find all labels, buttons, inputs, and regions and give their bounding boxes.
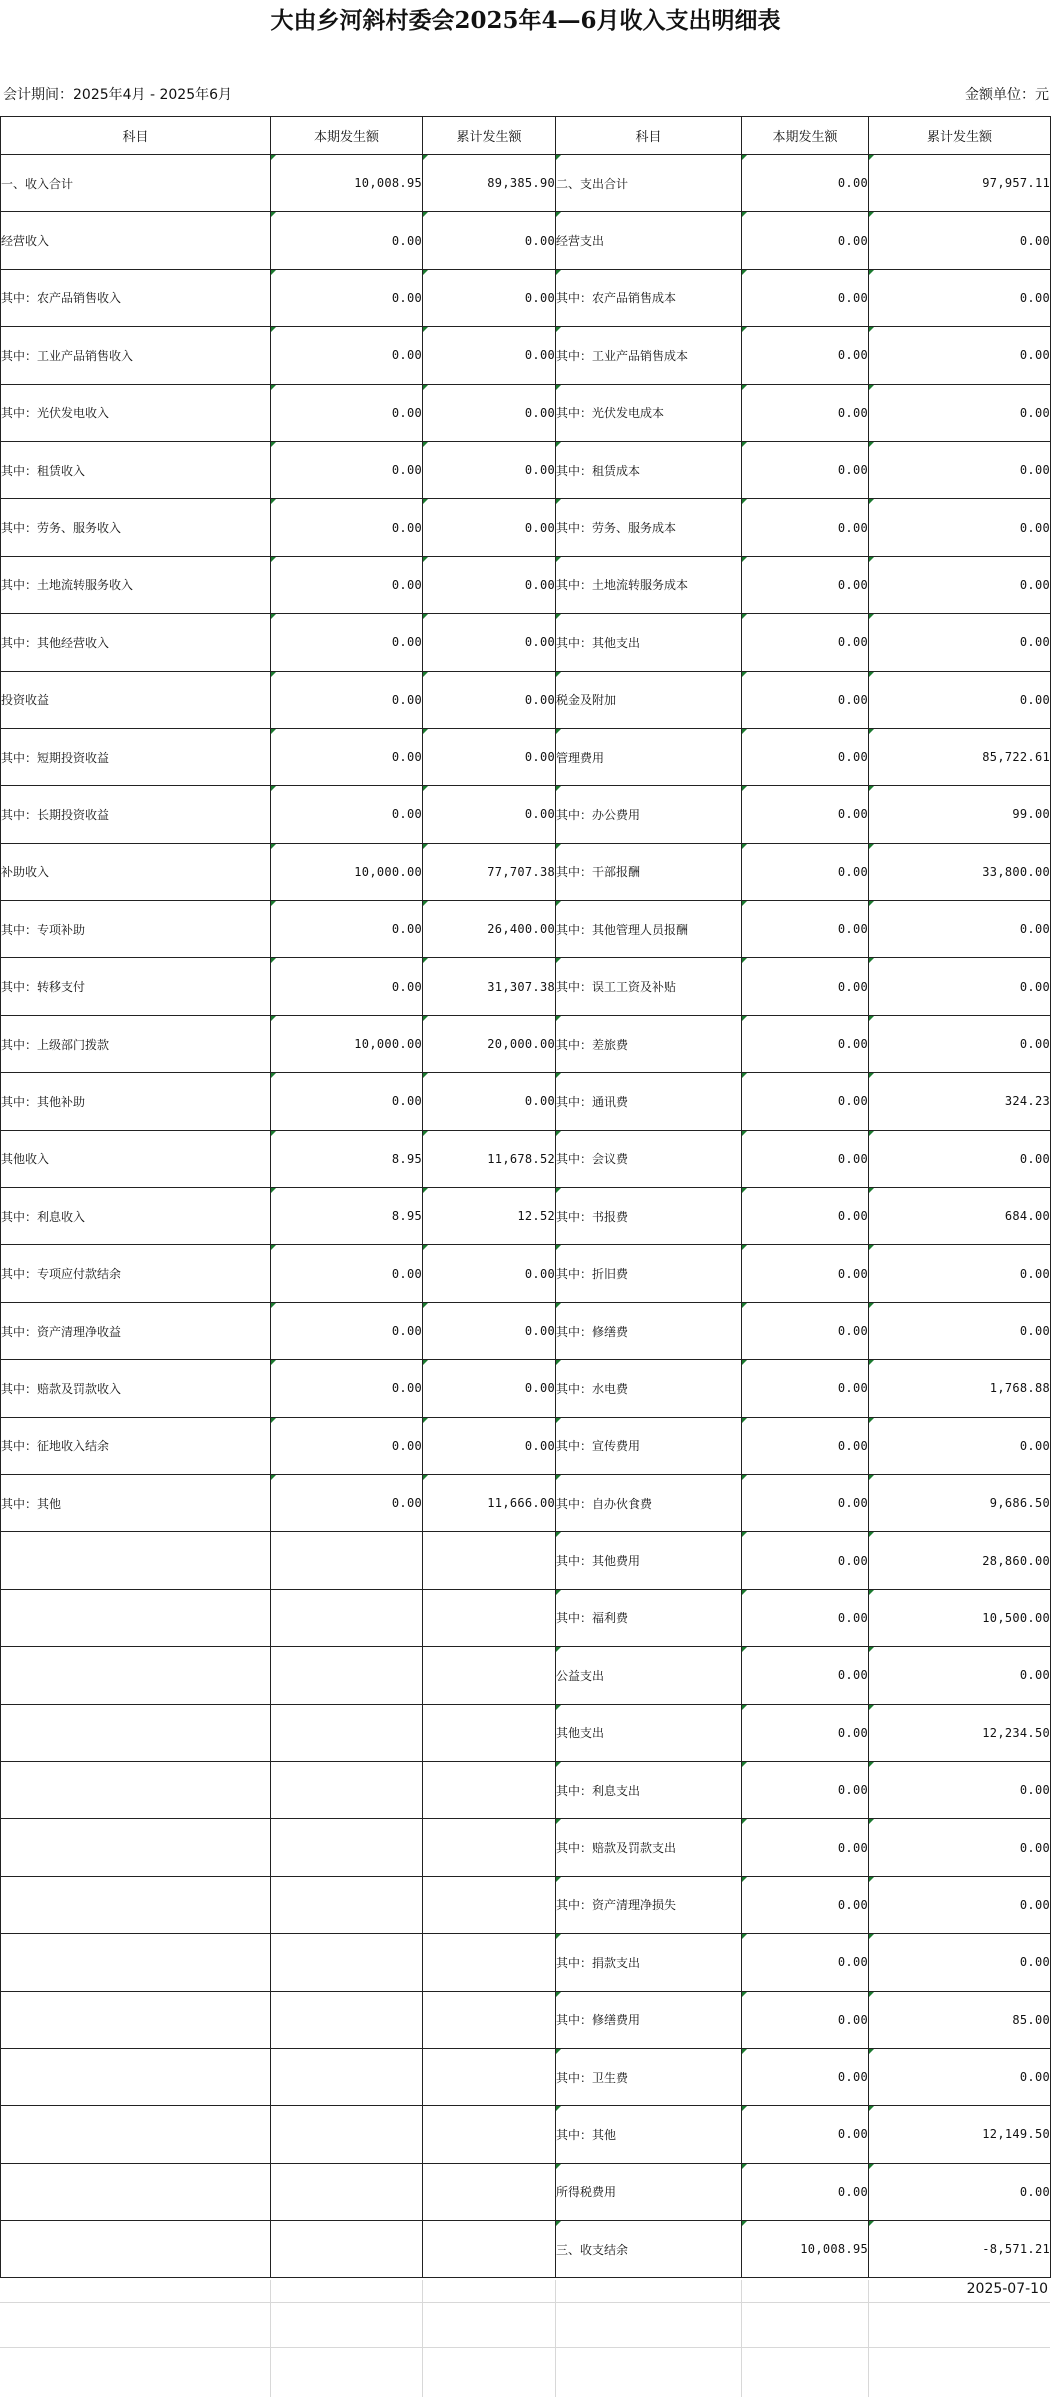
left-subject-cell [1,1934,271,1991]
left-subject-cell [1,2106,271,2163]
right-subject-cell: 其中：水电费 [556,1360,742,1417]
table-header-row [1,117,1051,155]
grid-line [741,2280,742,2397]
right-current-amount-cell: 0.00 [742,1761,869,1818]
table-row [1,2221,1051,2278]
right-subject-cell: 其中：其他管理人员报酬 [556,901,742,958]
left-cumulative-amount-cell: 0.00 [423,1073,556,1130]
left-subject-cell: 其中：其他经营收入 [1,614,271,671]
left-subject-cell [1,1819,271,1876]
right-current-amount-cell: 0.00 [742,843,869,900]
left-cumulative-amount-cell: 11,666.00 [423,1474,556,1531]
left-cumulative-amount-cell [423,2221,556,2278]
left-cumulative-amount-cell [423,2106,556,2163]
right-cumulative-amount-cell: 28,860.00 [869,1532,1051,1589]
grid-line [270,2280,271,2397]
left-subject-cell: 其中：专项补助 [1,901,271,958]
table-row [1,2106,1051,2163]
left-current-amount-cell [271,1589,423,1646]
left-cumulative-amount-cell: 20,000.00 [423,1015,556,1072]
table-row [1,1532,1051,1589]
left-cumulative-amount-cell [423,2048,556,2105]
right-current-amount-cell: 0.00 [742,1130,869,1187]
left-current-amount-cell: 0.00 [271,1302,423,1359]
left-subject-cell: 一、收入合计 [1,155,271,212]
amount-unit: 金额单位：元 [965,87,1049,103]
left-current-amount-cell: 0.00 [271,1474,423,1531]
right-subject-cell: 其中：折旧费 [556,1245,742,1302]
left-current-amount-cell [271,1532,423,1589]
table-row [1,269,1051,326]
right-cumulative-amount-cell: 0.00 [869,499,1051,556]
right-current-amount-cell: 0.00 [742,1073,869,1130]
left-current-amount-cell: 0.00 [271,901,423,958]
table-row [1,1589,1051,1646]
table-row [1,1991,1051,2048]
right-subject-cell: 其中：办公费用 [556,786,742,843]
table-row [1,1704,1051,1761]
left-current-amount-cell [271,1991,423,2048]
left-subject-cell: 其中：上级部门拨款 [1,1015,271,1072]
table-row [1,843,1051,900]
right-cumulative-amount-cell: 684.00 [869,1188,1051,1245]
left-subject-cell: 其中：赔款及罚款收入 [1,1360,271,1417]
left-current-amount-cell: 10,008.95 [271,155,423,212]
right-subject-cell: 其中：通讯费 [556,1073,742,1130]
right-current-amount-cell: 0.00 [742,1647,869,1704]
right-cumulative-amount-cell: 0.00 [869,671,1051,728]
header-left-subject: 科目 [1,117,271,155]
left-subject-cell [1,1647,271,1704]
left-current-amount-cell: 0.00 [271,441,423,498]
right-subject-cell: 其中：租赁成本 [556,441,742,498]
right-current-amount-cell: 0.00 [742,327,869,384]
right-cumulative-amount-cell: 10,500.00 [869,1589,1051,1646]
table-row [1,1015,1051,1072]
left-cumulative-amount-cell: 0.00 [423,786,556,843]
left-cumulative-amount-cell: 0.00 [423,728,556,785]
right-current-amount-cell: 0.00 [742,1474,869,1531]
left-current-amount-cell [271,1934,423,1991]
left-current-amount-cell: 0.00 [271,1073,423,1130]
left-subject-cell: 其中：工业产品销售收入 [1,327,271,384]
left-current-amount-cell [271,2048,423,2105]
left-cumulative-amount-cell: 0.00 [423,556,556,613]
right-current-amount-cell: 0.00 [742,786,869,843]
right-subject-cell: 其中：劳务、服务成本 [556,499,742,556]
header-left-current: 本期发生额 [271,117,423,155]
left-cumulative-amount-cell [423,1532,556,1589]
left-cumulative-amount-cell [423,2163,556,2220]
right-cumulative-amount-cell: 12,234.50 [869,1704,1051,1761]
right-subject-cell: 其中：书报费 [556,1188,742,1245]
left-cumulative-amount-cell: 77,707.38 [423,843,556,900]
right-cumulative-amount-cell: 85,722.61 [869,728,1051,785]
right-cumulative-amount-cell: 0.00 [869,1015,1051,1072]
right-subject-cell: 其中：其他 [556,2106,742,2163]
right-subject-cell: 其中：会议费 [556,1130,742,1187]
right-subject-cell: 其中：利息支出 [556,1761,742,1818]
right-cumulative-amount-cell: 0.00 [869,269,1051,326]
table-row [1,2048,1051,2105]
table-row [1,556,1051,613]
right-current-amount-cell: 10,008.95 [742,2221,869,2278]
table-row [1,901,1051,958]
right-subject-cell: 其中：差旅费 [556,1015,742,1072]
table-row [1,499,1051,556]
table-row [1,671,1051,728]
right-current-amount-cell: 0.00 [742,1934,869,1991]
table-row [1,384,1051,441]
right-cumulative-amount-cell: 0.00 [869,384,1051,441]
left-cumulative-amount-cell: 0.00 [423,441,556,498]
table-row [1,1876,1051,1933]
right-current-amount-cell: 0.00 [742,2106,869,2163]
table-row [1,1647,1051,1704]
left-cumulative-amount-cell: 0.00 [423,1417,556,1474]
right-cumulative-amount-cell: 33,800.00 [869,843,1051,900]
left-subject-cell: 补助收入 [1,843,271,900]
table-row [1,786,1051,843]
table-row [1,958,1051,1015]
right-subject-cell: 管理费用 [556,728,742,785]
right-cumulative-amount-cell: 9,686.50 [869,1474,1051,1531]
left-current-amount-cell: 0.00 [271,212,423,269]
table-row [1,2163,1051,2220]
left-cumulative-amount-cell: 0.00 [423,1360,556,1417]
left-current-amount-cell [271,2163,423,2220]
right-subject-cell: 税金及附加 [556,671,742,728]
right-subject-cell: 其他支出 [556,1704,742,1761]
left-cumulative-amount-cell: 0.00 [423,1245,556,1302]
right-cumulative-amount-cell: 0.00 [869,1130,1051,1187]
right-current-amount-cell: 0.00 [742,1532,869,1589]
grid-line [555,2280,556,2397]
left-cumulative-amount-cell: 31,307.38 [423,958,556,1015]
right-current-amount-cell: 0.00 [742,1417,869,1474]
right-subject-cell: 其中：干部报酬 [556,843,742,900]
left-cumulative-amount-cell: 26,400.00 [423,901,556,958]
right-current-amount-cell: 0.00 [742,901,869,958]
left-current-amount-cell: 0.00 [271,786,423,843]
left-subject-cell: 投资收益 [1,671,271,728]
right-current-amount-cell: 0.00 [742,155,869,212]
right-subject-cell: 其中：卫生费 [556,2048,742,2105]
left-cumulative-amount-cell: 0.00 [423,499,556,556]
header-right-current: 本期发生额 [742,117,869,155]
left-cumulative-amount-cell [423,1647,556,1704]
table-row [1,1302,1051,1359]
right-current-amount-cell: 0.00 [742,1704,869,1761]
left-subject-cell [1,1761,271,1818]
table-row [1,1245,1051,1302]
right-cumulative-amount-cell: 0.00 [869,1302,1051,1359]
left-cumulative-amount-cell: 89,385.90 [423,155,556,212]
right-subject-cell: 其中：工业产品销售成本 [556,327,742,384]
left-cumulative-amount-cell [423,1819,556,1876]
left-cumulative-amount-cell [423,1589,556,1646]
right-subject-cell: 所得税费用 [556,2163,742,2220]
left-current-amount-cell [271,1819,423,1876]
right-cumulative-amount-cell: 0.00 [869,327,1051,384]
table-row [1,441,1051,498]
left-subject-cell: 其中：征地收入结余 [1,1417,271,1474]
right-subject-cell: 其中：赔款及罚款支出 [556,1819,742,1876]
right-current-amount-cell: 0.00 [742,958,869,1015]
right-current-amount-cell: 0.00 [742,728,869,785]
right-subject-cell: 三、收支结余 [556,2221,742,2278]
right-subject-cell: 其中：土地流转服务成本 [556,556,742,613]
left-subject-cell [1,2048,271,2105]
right-current-amount-cell: 0.00 [742,441,869,498]
left-subject-cell: 其中：利息收入 [1,1188,271,1245]
table-row [1,1819,1051,1876]
left-current-amount-cell: 0.00 [271,614,423,671]
right-cumulative-amount-cell: 0.00 [869,1245,1051,1302]
right-cumulative-amount-cell: 0.00 [869,1819,1051,1876]
right-current-amount-cell: 0.00 [742,269,869,326]
left-subject-cell: 其中：其他 [1,1474,271,1531]
right-current-amount-cell: 0.00 [742,614,869,671]
right-current-amount-cell: 0.00 [742,671,869,728]
report-date: 2025-07-10 [966,2281,1048,2297]
right-current-amount-cell: 0.00 [742,2163,869,2220]
left-current-amount-cell: 8.95 [271,1188,423,1245]
left-subject-cell: 其中：长期投资收益 [1,786,271,843]
right-current-amount-cell: 0.00 [742,384,869,441]
left-subject-cell: 其中：短期投资收益 [1,728,271,785]
right-cumulative-amount-cell: 0.00 [869,1761,1051,1818]
table-row [1,614,1051,671]
left-subject-cell: 其他收入 [1,1130,271,1187]
left-current-amount-cell [271,1647,423,1704]
table-row [1,1188,1051,1245]
left-current-amount-cell [271,1704,423,1761]
right-cumulative-amount-cell: 0.00 [869,1876,1051,1933]
left-subject-cell [1,2163,271,2220]
right-cumulative-amount-cell: 0.00 [869,901,1051,958]
right-cumulative-amount-cell: 1,768.88 [869,1360,1051,1417]
right-cumulative-amount-cell: 0.00 [869,556,1051,613]
right-subject-cell: 经营支出 [556,212,742,269]
right-current-amount-cell: 0.00 [742,1876,869,1933]
left-cumulative-amount-cell: 0.00 [423,614,556,671]
right-current-amount-cell: 0.00 [742,1188,869,1245]
left-subject-cell: 其中：租赁收入 [1,441,271,498]
left-cumulative-amount-cell [423,1934,556,1991]
right-current-amount-cell: 0.00 [742,1991,869,2048]
left-subject-cell: 其中：其他补助 [1,1073,271,1130]
table-row [1,1474,1051,1531]
left-current-amount-cell: 0.00 [271,327,423,384]
left-subject-cell [1,1991,271,2048]
right-subject-cell: 其中：修缮费 [556,1302,742,1359]
right-current-amount-cell: 0.00 [742,1245,869,1302]
right-cumulative-amount-cell: 0.00 [869,1647,1051,1704]
left-cumulative-amount-cell [423,1876,556,1933]
right-cumulative-amount-cell: 0.00 [869,1417,1051,1474]
left-current-amount-cell: 8.95 [271,1130,423,1187]
right-current-amount-cell: 0.00 [742,1819,869,1876]
left-subject-cell: 其中：农产品销售收入 [1,269,271,326]
right-current-amount-cell: 0.00 [742,2048,869,2105]
header-left-cumulative: 累计发生额 [423,117,556,155]
right-subject-cell: 其中：其他支出 [556,614,742,671]
left-current-amount-cell [271,2221,423,2278]
right-current-amount-cell: 0.00 [742,212,869,269]
right-cumulative-amount-cell: 0.00 [869,441,1051,498]
left-cumulative-amount-cell: 0.00 [423,1302,556,1359]
right-cumulative-amount-cell: 99.00 [869,786,1051,843]
left-cumulative-amount-cell: 0.00 [423,671,556,728]
table-body [1,155,1051,2278]
right-subject-cell: 其中：资产清理净损失 [556,1876,742,1933]
left-current-amount-cell: 0.00 [271,269,423,326]
left-current-amount-cell: 10,000.00 [271,843,423,900]
right-subject-cell: 其中：农产品销售成本 [556,269,742,326]
left-subject-cell: 其中：劳务、服务收入 [1,499,271,556]
right-subject-cell: 其中：其他费用 [556,1532,742,1589]
table-row [1,728,1051,785]
left-subject-cell: 其中：土地流转服务收入 [1,556,271,613]
right-cumulative-amount-cell: 0.00 [869,614,1051,671]
left-current-amount-cell: 0.00 [271,1417,423,1474]
left-subject-cell: 其中：光伏发电收入 [1,384,271,441]
left-current-amount-cell: 0.00 [271,1360,423,1417]
grid-line [0,2347,1050,2348]
table-row [1,155,1051,212]
left-current-amount-cell: 0.00 [271,958,423,1015]
table-row [1,1073,1051,1130]
header-right-subject: 科目 [556,117,742,155]
table-row [1,1934,1051,1991]
left-current-amount-cell: 0.00 [271,728,423,785]
right-cumulative-amount-cell: 324.23 [869,1073,1051,1130]
right-cumulative-amount-cell: 0.00 [869,958,1051,1015]
left-subject-cell [1,1589,271,1646]
table-row [1,1761,1051,1818]
right-current-amount-cell: 0.00 [742,1589,869,1646]
right-cumulative-amount-cell: 0.00 [869,2163,1051,2220]
right-cumulative-amount-cell: 85.00 [869,1991,1051,2048]
right-current-amount-cell: 0.00 [742,1015,869,1072]
left-current-amount-cell: 0.00 [271,1245,423,1302]
left-cumulative-amount-cell [423,1704,556,1761]
right-current-amount-cell: 0.00 [742,556,869,613]
right-cumulative-amount-cell: 0.00 [869,212,1051,269]
right-cumulative-amount-cell: -8,571.21 [869,2221,1051,2278]
left-current-amount-cell [271,1876,423,1933]
left-current-amount-cell: 0.00 [271,384,423,441]
left-subject-cell [1,1704,271,1761]
left-current-amount-cell [271,2106,423,2163]
left-cumulative-amount-cell: 0.00 [423,212,556,269]
left-current-amount-cell: 0.00 [271,556,423,613]
right-subject-cell: 其中：误工工资及补贴 [556,958,742,1015]
accounting-period: 会计期间：2025年4月 - 2025年6月 [3,87,233,103]
left-cumulative-amount-cell: 0.00 [423,269,556,326]
income-expense-table [0,116,1051,2278]
left-current-amount-cell: 0.00 [271,499,423,556]
left-subject-cell: 其中：资产清理净收益 [1,1302,271,1359]
right-subject-cell: 其中：捐款支出 [556,1934,742,1991]
right-cumulative-amount-cell: 12,149.50 [869,2106,1051,2163]
left-subject-cell: 其中：转移支付 [1,958,271,1015]
left-cumulative-amount-cell: 0.00 [423,327,556,384]
right-subject-cell: 其中：光伏发电成本 [556,384,742,441]
right-cumulative-amount-cell: 0.00 [869,1934,1051,1991]
left-cumulative-amount-cell [423,1761,556,1818]
grid-line [422,2280,423,2397]
left-current-amount-cell: 10,000.00 [271,1015,423,1072]
header-right-cumulative: 累计发生额 [869,117,1051,155]
left-subject-cell [1,2221,271,2278]
left-subject-cell [1,1532,271,1589]
left-cumulative-amount-cell: 11,678.52 [423,1130,556,1187]
right-subject-cell: 公益支出 [556,1647,742,1704]
table-row [1,212,1051,269]
right-current-amount-cell: 0.00 [742,499,869,556]
table-row [1,1417,1051,1474]
right-current-amount-cell: 0.00 [742,1360,869,1417]
grid-line [0,2302,1050,2303]
right-cumulative-amount-cell: 0.00 [869,2048,1051,2105]
table-row [1,1360,1051,1417]
left-cumulative-amount-cell: 12.52 [423,1188,556,1245]
right-cumulative-amount-cell: 97,957.11 [869,155,1051,212]
left-subject-cell [1,1876,271,1933]
left-cumulative-amount-cell [423,1991,556,2048]
right-subject-cell: 其中：福利费 [556,1589,742,1646]
left-current-amount-cell: 0.00 [271,671,423,728]
left-subject-cell: 经营收入 [1,212,271,269]
left-current-amount-cell [271,1761,423,1818]
left-cumulative-amount-cell: 0.00 [423,384,556,441]
right-subject-cell: 其中：修缮费用 [556,1991,742,2048]
right-subject-cell: 二、支出合计 [556,155,742,212]
grid-line [868,2280,869,2397]
left-subject-cell: 其中：专项应付款结余 [1,1245,271,1302]
report-title: 大由乡河斜村委会2025年4—6月收入支出明细表 [270,7,781,34]
table-row [1,327,1051,384]
right-subject-cell: 其中：宣传费用 [556,1417,742,1474]
right-subject-cell: 其中：自办伙食费 [556,1474,742,1531]
table-row [1,1130,1051,1187]
right-current-amount-cell: 0.00 [742,1302,869,1359]
